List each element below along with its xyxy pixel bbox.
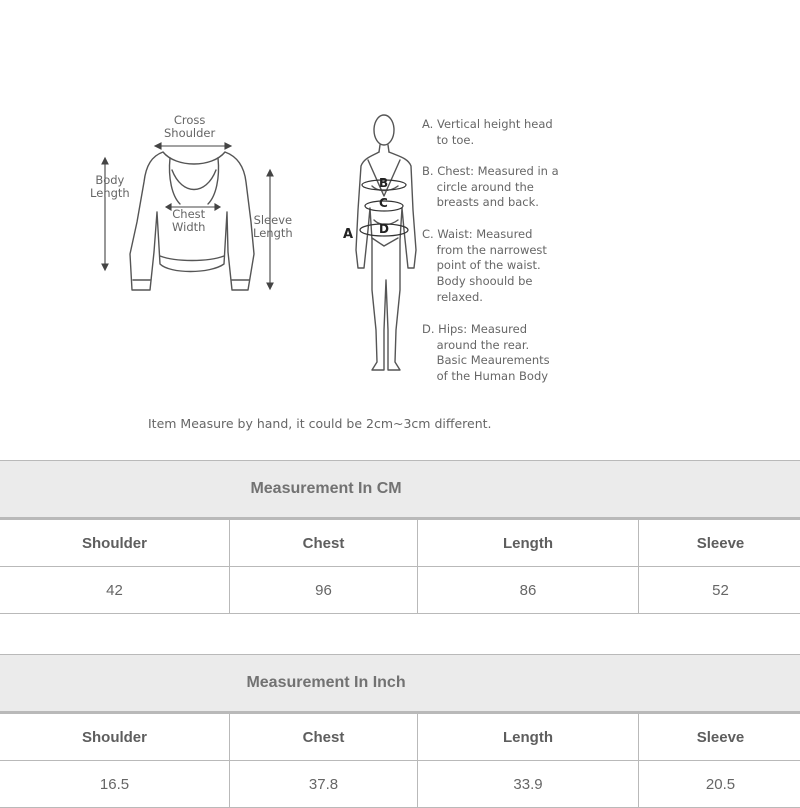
column-header-chest: Chest [230,713,418,761]
value-chest: 37.8 [230,761,418,808]
marker-c: C [379,197,388,210]
marker-b: B [379,177,388,190]
marker-a: A [343,228,353,241]
label-body-length: Body Length [90,174,130,200]
measurement-note: Item Measure by hand, it could be 2cm~3cm different. [148,416,492,431]
label-cross-shoulder: Cross Shoulder [164,114,215,140]
column-header-sleeve: Sleeve [639,519,800,567]
column-header-shoulder: Shoulder [0,519,230,567]
measurement-table-inch [0,654,800,808]
value-shoulder: 16.5 [0,761,230,808]
table-title: Measurement In CM [0,461,800,519]
value-shoulder: 42 [0,567,230,614]
column-header-length: Length [418,713,639,761]
value-length: 33.9 [418,761,639,808]
value-chest: 96 [230,567,418,614]
legend-entry-a: A. Vertical height head to toe. [422,117,553,148]
marker-d: D [379,223,389,236]
column-header-length: Length [418,519,639,567]
legend-entry-b: B. Chest: Measured in a circle around the breasts and back. [422,164,559,211]
legend-entry-c: C. Waist: Measured from the narrowest point of the waist. Body shoould be relaxed. [422,227,547,306]
column-header-shoulder: Shoulder [0,713,230,761]
value-sleeve: 20.5 [639,761,800,808]
label-chest-width: Chest Width [172,208,205,234]
value-sleeve: 52 [639,567,800,614]
value-length: 86 [418,567,639,614]
body-figure [356,115,416,370]
measurement-table-cm [0,460,800,614]
column-header-chest: Chest [230,519,418,567]
label-sleeve-length: Sleeve Length [253,214,293,240]
column-header-sleeve: Sleeve [639,713,800,761]
table-title: Measurement In Inch [0,655,800,713]
legend-entry-d: D. Hips: Measured around the rear. Basic Meaurements of the Human Body [422,322,550,385]
